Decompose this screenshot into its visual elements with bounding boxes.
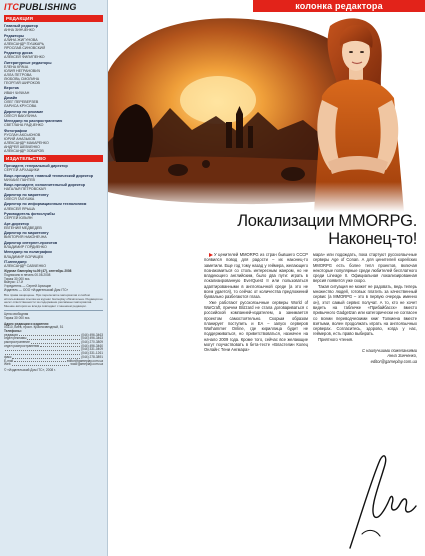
sign-off [313, 348, 417, 364]
phone-label: отдел распространения [4, 343, 40, 348]
print-detail-line: Подписано в печать 00.08.2008 [4, 272, 51, 277]
circulation-note: Тираж 30 000 экз. [4, 315, 31, 320]
staff-role: Дизайн [4, 95, 18, 100]
phone-label: факс [4, 354, 12, 359]
staff-role: Литературные редакторы [4, 60, 52, 65]
staff-role: Руководитель фотослужбы [4, 211, 55, 216]
staff-role: Менеджер по полиграфии [4, 250, 52, 255]
staff-role: Директор по маркетингу [4, 192, 49, 197]
article-column-1 [204, 252, 308, 437]
staff-name: АЛИНА ЖИГУНОВА [4, 37, 38, 42]
staff-name: МИХАИЛ ПАНТЕВ [4, 177, 35, 182]
editorial-staff-list [4, 24, 103, 153]
staff-name: АЛЕКСАНДР ЗОБАРОВ [4, 148, 44, 153]
phone-value: editor@gameplay.com.ua [66, 358, 103, 363]
phone-label: отдел рекламы [4, 336, 27, 341]
phone-value: (044) 270-3809 [81, 340, 103, 345]
staff-name: ВЛАДИМИР БОРИЩЕК [4, 254, 44, 259]
phone-leader-dots [40, 345, 80, 348]
staff-name: АННА ЗИНЧЕНКО [4, 28, 35, 33]
print-detail-line: Тираж 30 000 экз. [4, 276, 31, 281]
staff-name: ЕЛЕНА КРАЧА [4, 64, 29, 69]
phone-leader-dots [5, 352, 80, 355]
address-value: 03110, Киев, просп. Краснозвездный, 51 [4, 325, 64, 330]
staff-role: Президент, генеральный директор [4, 163, 68, 168]
staff-name: ВИКТОРИЯ НАКОНЕЧНА [4, 235, 47, 240]
staff-name: СЕРГЕЙ АРХАЩИКИ [4, 168, 40, 173]
staff-role: Менеджер по распространению [4, 119, 63, 124]
staff-name: ЮРИЙ АНАЗЬКОВ [4, 136, 36, 141]
article-paragraph: У ценителей MMORPG из стран бывшего СССР появился повод для радости – их наконец-то заметили. Еще год тому назад у геймера, желающего познакомиться со столь интересным жанром, но не владеющего английским, было два пути: играть в локализированную EverQuest II или пользоваться адаптированными в англоязычной среде (а это не всем удается), то сейчас от количества предложений буквально разбегаются глаза. [204, 252, 308, 300]
article-paragraph: мара» или подождать, пока стартуют русскоязычные серверы Age of Conan. А для ценителей корейских MMORPG есть более тепл проектов, включая некоторые популярные среди любителей бесплатного среди Lineage II. Официальная локализированная версия появится уже скоро. [313, 252, 417, 284]
staff-name: ЮЛИЯ НЕГРАНОВИЧ [4, 68, 41, 73]
staff-name: ОЛЕСЯ ВАКУЛИНА [4, 113, 37, 118]
staff-name: НАТАЛЬЯ ПЕТРОВСКАЯ [4, 187, 46, 192]
article-paragraph: Такая ситуация не может не радовать, ведь теперь множество людей, готовых платить за качественный сервис (а MMORPG – это в первую очередь именно он), этот самый сервис получат. А то, кто не хочет видеть на табличке «Прибайбасск» вместо привычного Gadgetzan или категорически не согласен со всеми переводческими книг Толкиена вместе взятыми, волен продолжать играть на англоязычных серверах. Согласитесь, здорово, когда у нас, геймеров, есть право выбирать. [313, 283, 417, 337]
headline-line-1: Локализации MMORPG. [237, 212, 417, 230]
staff-name: ОЛЕСЯ ГАЛУШКА [4, 196, 35, 201]
article-paragraph: Уже работают русскоязычные серверы World of WarCraft, причем Blizzard не стала договариваться с российской компанией-издателем, а занимается проектом самостоятельно. Скорым образом планирует поступить и EA – запуск серверов Warhammer Online, где кириллица будет не поддерживаться, но приветствоваться, назначен на начало 2009 года. Кроме того, сейчас все желающие могут поучаствовать в бета-тесте «Властелин Колец Онлайн: Тени Ангмара» [204, 299, 308, 353]
headline-line-2: Наконец-то! [328, 229, 417, 248]
phone-value: (044) 496-3463 [81, 336, 103, 341]
editor-illustration [108, 12, 425, 212]
staff-name: АНДРЕЙ ШЕВЧЕНКО [4, 144, 40, 149]
staff-role: Редактор диска [4, 51, 33, 56]
phone-leader-dots [27, 337, 80, 340]
staff-role: Арт-директор [4, 221, 29, 226]
staff-role: Вице-президент, исполнительный директор [4, 183, 85, 188]
print-detail-line: Выпуск: 17-й [4, 280, 23, 285]
legal-note: Все права защищены. При перепечатке материалов и любом использовании ссылка на журнал Gameplay обязательна. Редакция не несет ответственности за содержание рекламных материалов. Мнение авторов не всегда совпадает с мнением редакции. [4, 293, 103, 308]
address-label: Адрес редакции и издателя: [4, 321, 50, 326]
staff-name: РУСЛАН АКСЬЮНОВ [4, 132, 41, 137]
staff-role: Вице-президент, главный технический директор [4, 173, 94, 178]
publisher-staff-list [4, 164, 103, 268]
sidebar-divider [4, 310, 103, 311]
price-note: Цена свободная [4, 312, 29, 317]
phone-label: Web [4, 362, 11, 367]
phone-leader-dots [5, 348, 80, 351]
brand-logo [4, 2, 103, 12]
staff-name: АЛЛА ПЕТРОВА [4, 72, 32, 77]
section-editorial-heading: РЕДАКЦИЯ [4, 15, 103, 22]
editor-column-tab: колонка редактора [253, 0, 425, 12]
copyright: © «Издательский Дом ITC», 2008 г. [4, 367, 56, 372]
staff-name: ОЛЕГ ПЕРЕВЕРЗЕВ [4, 100, 39, 105]
staff-name: ИВАН ЧИЧКАН [4, 90, 30, 95]
phones-list [4, 334, 103, 367]
staff-role: Редакторы [4, 33, 25, 38]
sign-name: Анна Зинченко, [387, 353, 417, 359]
staff-name: АЛЕКСАНДР ПУШКАРЬ [4, 41, 45, 46]
brand-logo-text: ITCPUBLISHING [4, 2, 77, 12]
print-details [4, 274, 103, 293]
phone-value: (044) 496-3463 [81, 332, 103, 337]
staff-name: ЛЮБОВЬ СМОЛИНА [4, 76, 40, 81]
editor-email: editor@gameplay.com.ua [370, 358, 417, 364]
phone-leader-dots [14, 360, 66, 363]
staff-name: ЯРОСЛАВ СИНОВСКИЙ [4, 45, 46, 50]
print-detail-line: Издатель — ООО «Издательский Дом ITC» [4, 287, 69, 292]
phone-value: (044) 496-3460 [81, 343, 103, 348]
phone-value: (044) 331-0409 [81, 347, 103, 352]
staff-role: IT-менеджер [4, 259, 27, 264]
section-publisher-heading: ИЗДАТЕЛЬСТВО [4, 155, 103, 162]
phone-label: распространение [4, 340, 30, 345]
phone-value: www.gameplay.com.ua [70, 362, 103, 367]
staff-role: Директор по рекламе [4, 109, 44, 114]
staff-role: Главный редактор [4, 24, 39, 28]
staff-name: ЕВГЕНИЙ МЕДВЕДЕВ [4, 225, 42, 230]
print-detail-line: Учредитель — Сергей Архищин [4, 283, 52, 288]
sign-prefix: С наилучшими пожеланиями [361, 348, 417, 354]
phone-value: (044) 278-3891 [81, 354, 103, 359]
staff-name: АЛЕКСАНДР САВЧЕНКО [4, 264, 47, 269]
staff-name: АЛЕКСЕЙ ЯРЬША [4, 206, 35, 211]
staff-role: Верстка [4, 86, 19, 91]
fantasy-landscape-image [108, 12, 425, 212]
staff-role: Директор по информационным технологиям [4, 202, 87, 207]
article-paragraph: Приятного чтения. [318, 336, 354, 342]
staff-name: ЛАРИСА КРУСОВА [4, 104, 37, 109]
staff-name: ГЕОРГИЙ ШИРОКОВ [4, 80, 40, 85]
phone-leader-dots [12, 363, 70, 366]
staff-name: СЕРГЕЙ ЮЛЬЯН [4, 216, 33, 221]
article-body [204, 252, 417, 437]
staff-name: СВЕТЛАНА РАДЧЕНКО [4, 123, 44, 128]
staff-role: Директор по маркетингу [4, 231, 49, 236]
staff-name: ВЛАДИМИР ГОРДИЕНКО [4, 244, 47, 249]
handwritten-signature-image [330, 438, 425, 556]
phones-label: Телефоны: [4, 328, 22, 333]
phone-leader-dots [19, 334, 80, 337]
masthead-sidebar [0, 0, 108, 556]
phone-label: редакция [4, 332, 18, 337]
staff-role: Фотографии [4, 128, 27, 133]
phone-value: (044) 331-1261 [81, 351, 103, 356]
phone-label: E-mail [4, 358, 14, 363]
journal-issue-line: Журнал Gameplay №09 (47), сентябрь 2008 [4, 269, 72, 274]
staff-name: АЛЕКСЕЙ ФИЛИПЕНКО [4, 55, 45, 60]
staff-role: Директор интернет-проектов [4, 240, 58, 245]
article-column-2 [313, 252, 417, 437]
staff-name: АЛЕКСАНДР МАКАРЕНКО [4, 140, 49, 145]
article-headline [132, 213, 417, 248]
